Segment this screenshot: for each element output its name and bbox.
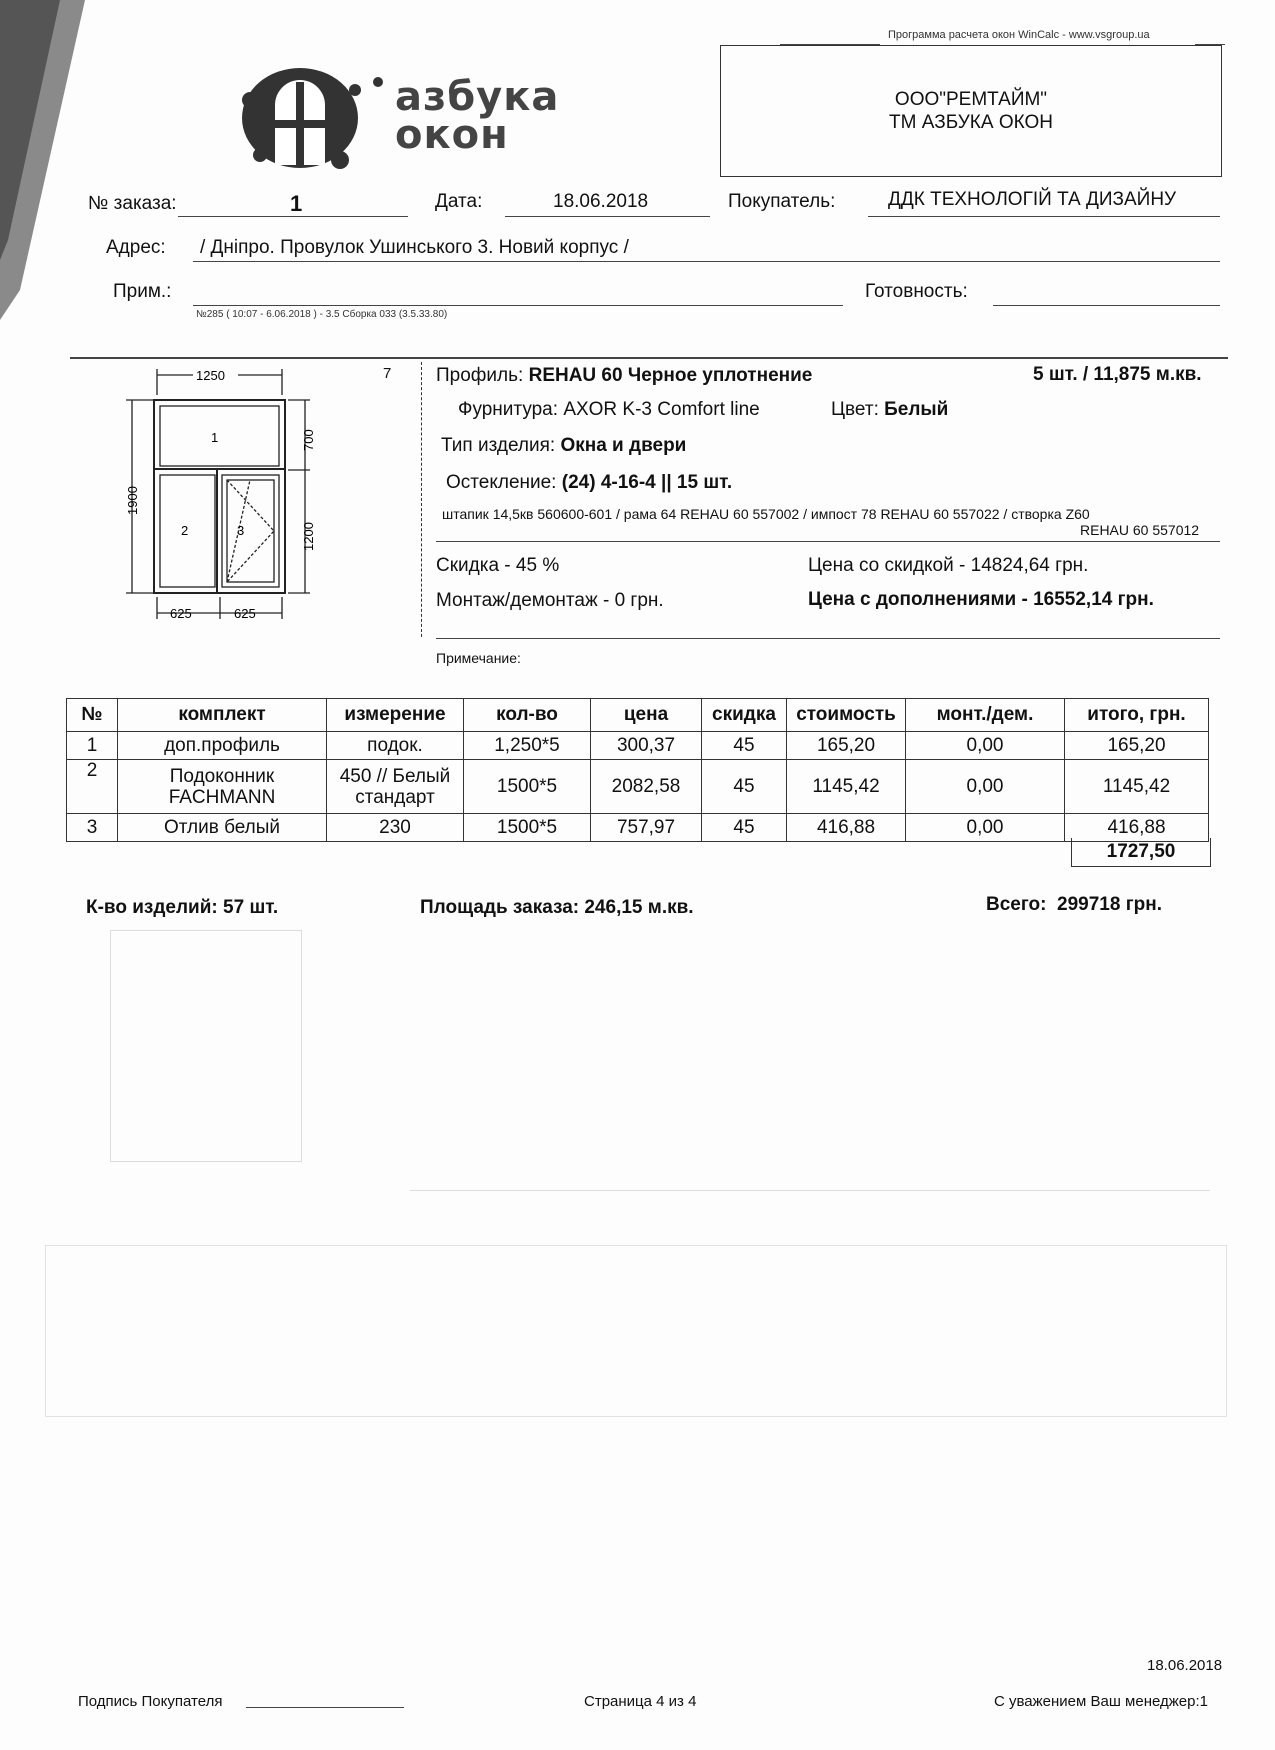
scan-edge: [0, 0, 90, 330]
logo-text: азбука окон: [395, 74, 560, 158]
program-note: Программа расчета окон WinCalc - www.vsgroup.ua: [888, 29, 1150, 41]
order-number-label: № заказа:: [88, 193, 177, 214]
pane-1: 1: [211, 430, 219, 445]
type-line: Тип изделия: Окна и двери: [441, 435, 687, 456]
discount-price: Цена со скидкой - 14824,64 грн.: [808, 555, 1089, 576]
regards: С уважением Ваш менеджер:1: [994, 1693, 1208, 1710]
company-name: ООО"РЕМТАЙМ": [894, 89, 1048, 110]
page-number: Страница 4 из 4: [584, 1693, 697, 1710]
company-brand: ТМ АЗБУКА ОКОН: [889, 112, 1053, 133]
logo: [230, 60, 390, 180]
total-with-extras: Цена с дополнениями - 16552,14 грн.: [808, 589, 1154, 610]
items-count: К-во изделий: 57 шт.: [86, 897, 279, 918]
color-line: Цвет: Белый: [831, 399, 949, 420]
mounting: Монтаж/демонтаж - 0 грн.: [436, 590, 664, 611]
address: / Дніпро. Провулок Ушинського 3. Новий корпус /: [200, 237, 629, 258]
extras-table: [66, 698, 1209, 842]
logo-blot-icon: [230, 60, 390, 180]
date-label: Дата:: [435, 191, 483, 212]
footer-date: 18.06.2018: [1147, 1657, 1223, 1674]
components-2: REHAU 60 557012: [1080, 522, 1200, 538]
signature-label: Подпись Покупателя: [78, 1693, 223, 1710]
pane-3: 3: [237, 523, 245, 538]
divider: [421, 362, 422, 637]
dim-left: 625: [170, 606, 192, 621]
glass-line: Остекление: (24) 4-16-4 || 15 шт.: [446, 472, 733, 493]
discount: Скидка - 45 %: [436, 555, 560, 576]
buyer-label: Покупатель:: [728, 191, 836, 212]
order-area: Площадь заказа: 246,15 м.кв.: [420, 897, 694, 918]
address-label: Адрес:: [106, 237, 166, 258]
version-note: №285 ( 10:07 - 6.06.2018 ) - 3.5 Сборка 033 (3.5.33.80): [196, 309, 448, 320]
bleed-drawing: [110, 930, 302, 1162]
profile-line: Профиль: REHAU 60 Черное уплотнение: [436, 365, 813, 386]
dim-bottom: 1200: [301, 522, 316, 551]
company-box: [720, 45, 1222, 177]
hardware-line: Фурнитура: AXOR K-3 Comfort line: [458, 399, 760, 420]
product-index: 7: [383, 365, 392, 382]
dim-height: 1900: [125, 486, 140, 515]
table-row: 2 Подоконник FACHMANN 450 // Белый стандарт 1500*5 2082,58 45 1145,42 0,00 1145,42: [67, 760, 1209, 814]
table-row: 1 доп.профиль подок. 1,250*5 300,37 45 165,20 0,00 165,20: [67, 732, 1209, 760]
dim-top: 700: [301, 429, 316, 451]
pane-2: 2: [181, 523, 189, 538]
table-header: № комплект измерение кол-во цена скидка стоимость монт./дем. итого, грн.: [67, 699, 1209, 732]
buyer-name: ДДК ТЕХНОЛОГІЙ ТА ДИЗАЙНУ: [888, 189, 1177, 210]
ready-label: Готовность:: [865, 281, 968, 302]
dim-width: 1250: [196, 368, 225, 383]
window-drawing: [110, 365, 320, 635]
components-1: штапик 14,5кв 560600-601 / рама 64 REHAU 60 557002 / импост 78 REHAU 60 557022 / створка Z60: [442, 506, 1090, 522]
product-qty: 5 шт. / 11,875 м.кв.: [1033, 364, 1202, 385]
grand-total: Всего: 299718 грн.: [986, 894, 1162, 915]
dim-right: 625: [234, 606, 256, 621]
order-date: 18.06.2018: [553, 191, 649, 212]
order-number: 1: [290, 191, 303, 216]
table-row: 3 Отлив белый 230 1500*5 757,97 45 416,88 0,00 416,88: [67, 814, 1209, 842]
note-label: Прим.:: [113, 281, 172, 302]
bleed-table: [45, 1245, 1227, 1417]
bleed-block: [410, 950, 1210, 1191]
remark-label: Примечание:: [436, 650, 521, 666]
table-sum: 1727,50: [1071, 838, 1211, 867]
